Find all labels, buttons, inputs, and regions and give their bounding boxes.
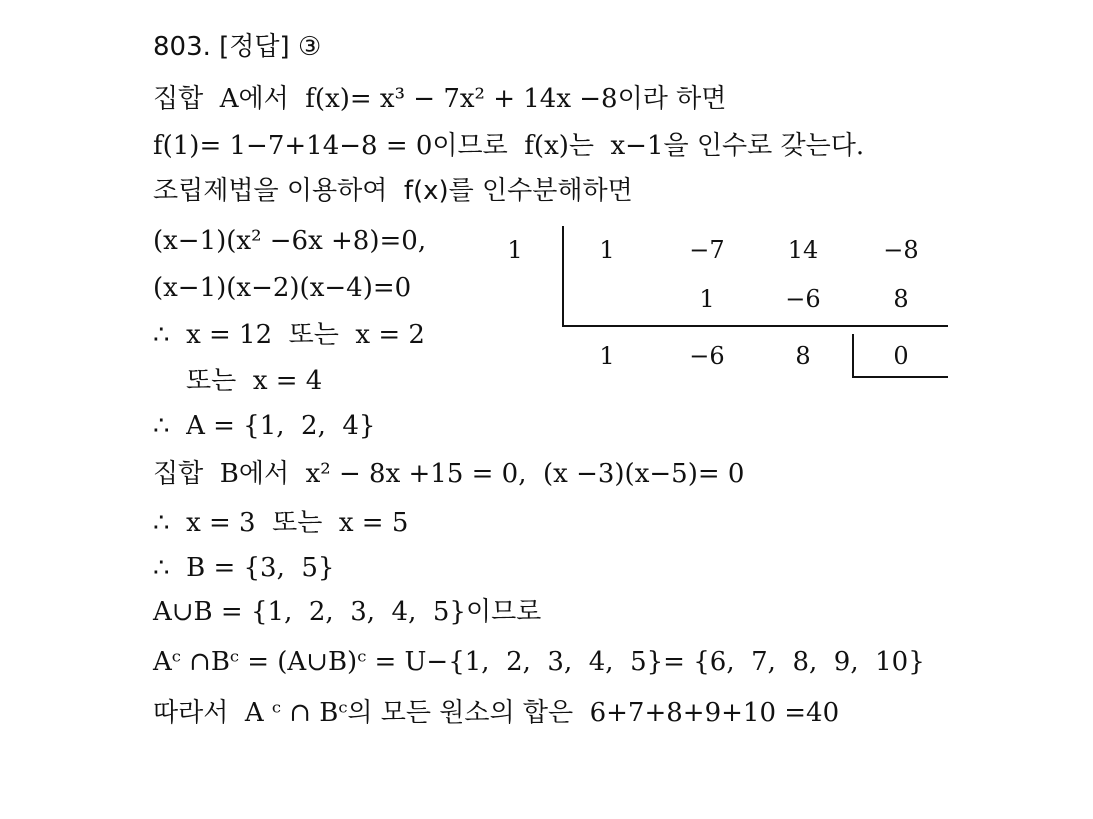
coef-row1: −7 — [689, 236, 725, 264]
remainder: 0 — [893, 342, 909, 370]
coef-row3: −6 — [689, 342, 725, 370]
solution-line-5: (x−1)(x−2)(x−4)=0 — [153, 273, 412, 303]
coef-row2: −6 — [785, 285, 821, 313]
coef-row1: −8 — [883, 236, 919, 264]
divisor: 1 — [507, 236, 523, 264]
solution-line-4: (x−1)(x² −6x +8)=0, — [153, 226, 427, 256]
synthetic-division — [480, 226, 960, 386]
solution-line-10: ∴ x = 3 또는 x = 5 — [153, 508, 409, 538]
solution-line-8: ∴ A = {1, 2, 4} — [153, 411, 376, 441]
solution-line-3: 조립제법을 이용하여 f(x)를 인수분해하면 — [153, 176, 633, 206]
division-vertical-bar — [562, 226, 564, 326]
solution-line-14: 따라서 A ᶜ ∩ Bᶜ의 모든 원소의 합은 6+7+8+9+10 =40 — [153, 698, 840, 728]
coef-row1: 14 — [787, 236, 819, 264]
coef-row3: 1 — [599, 342, 615, 370]
division-horizontal-bar — [562, 325, 948, 327]
coef-row2: 8 — [893, 285, 909, 313]
solution-line-7: 또는 x = 4 — [153, 366, 323, 396]
remainder-box-bottom — [852, 376, 948, 378]
coef-row1: 1 — [599, 236, 615, 264]
remainder-box-left — [852, 334, 854, 376]
solution-line-6: ∴ x = 12 또는 x = 2 — [153, 320, 425, 350]
solution-line-11: ∴ B = {3, 5} — [153, 553, 335, 583]
solution-line-9: 집합 B에서 x² − 8x +15 = 0, (x −3)(x−5)= 0 — [153, 459, 745, 489]
solution-line-12: A∪B = {1, 2, 3, 4, 5}이므로 — [153, 597, 542, 627]
problem-header: 803. [정답] ③ — [153, 32, 322, 62]
solution-line-13: Aᶜ ∩Bᶜ = (A∪B)ᶜ = U−{1, 2, 3, 4, 5}= {6, 7, 8, 9, 10} — [153, 647, 925, 677]
solution-line-1: 집합 A에서 f(x)= x³ − 7x² + 14x −8이라 하면 — [153, 84, 727, 114]
coef-row2: 1 — [699, 285, 715, 313]
solution-line-2: f(1)= 1−7+14−8 = 0이므로 f(x)는 x−1을 인수로 갖는다. — [153, 131, 865, 161]
coef-row3: 8 — [795, 342, 811, 370]
